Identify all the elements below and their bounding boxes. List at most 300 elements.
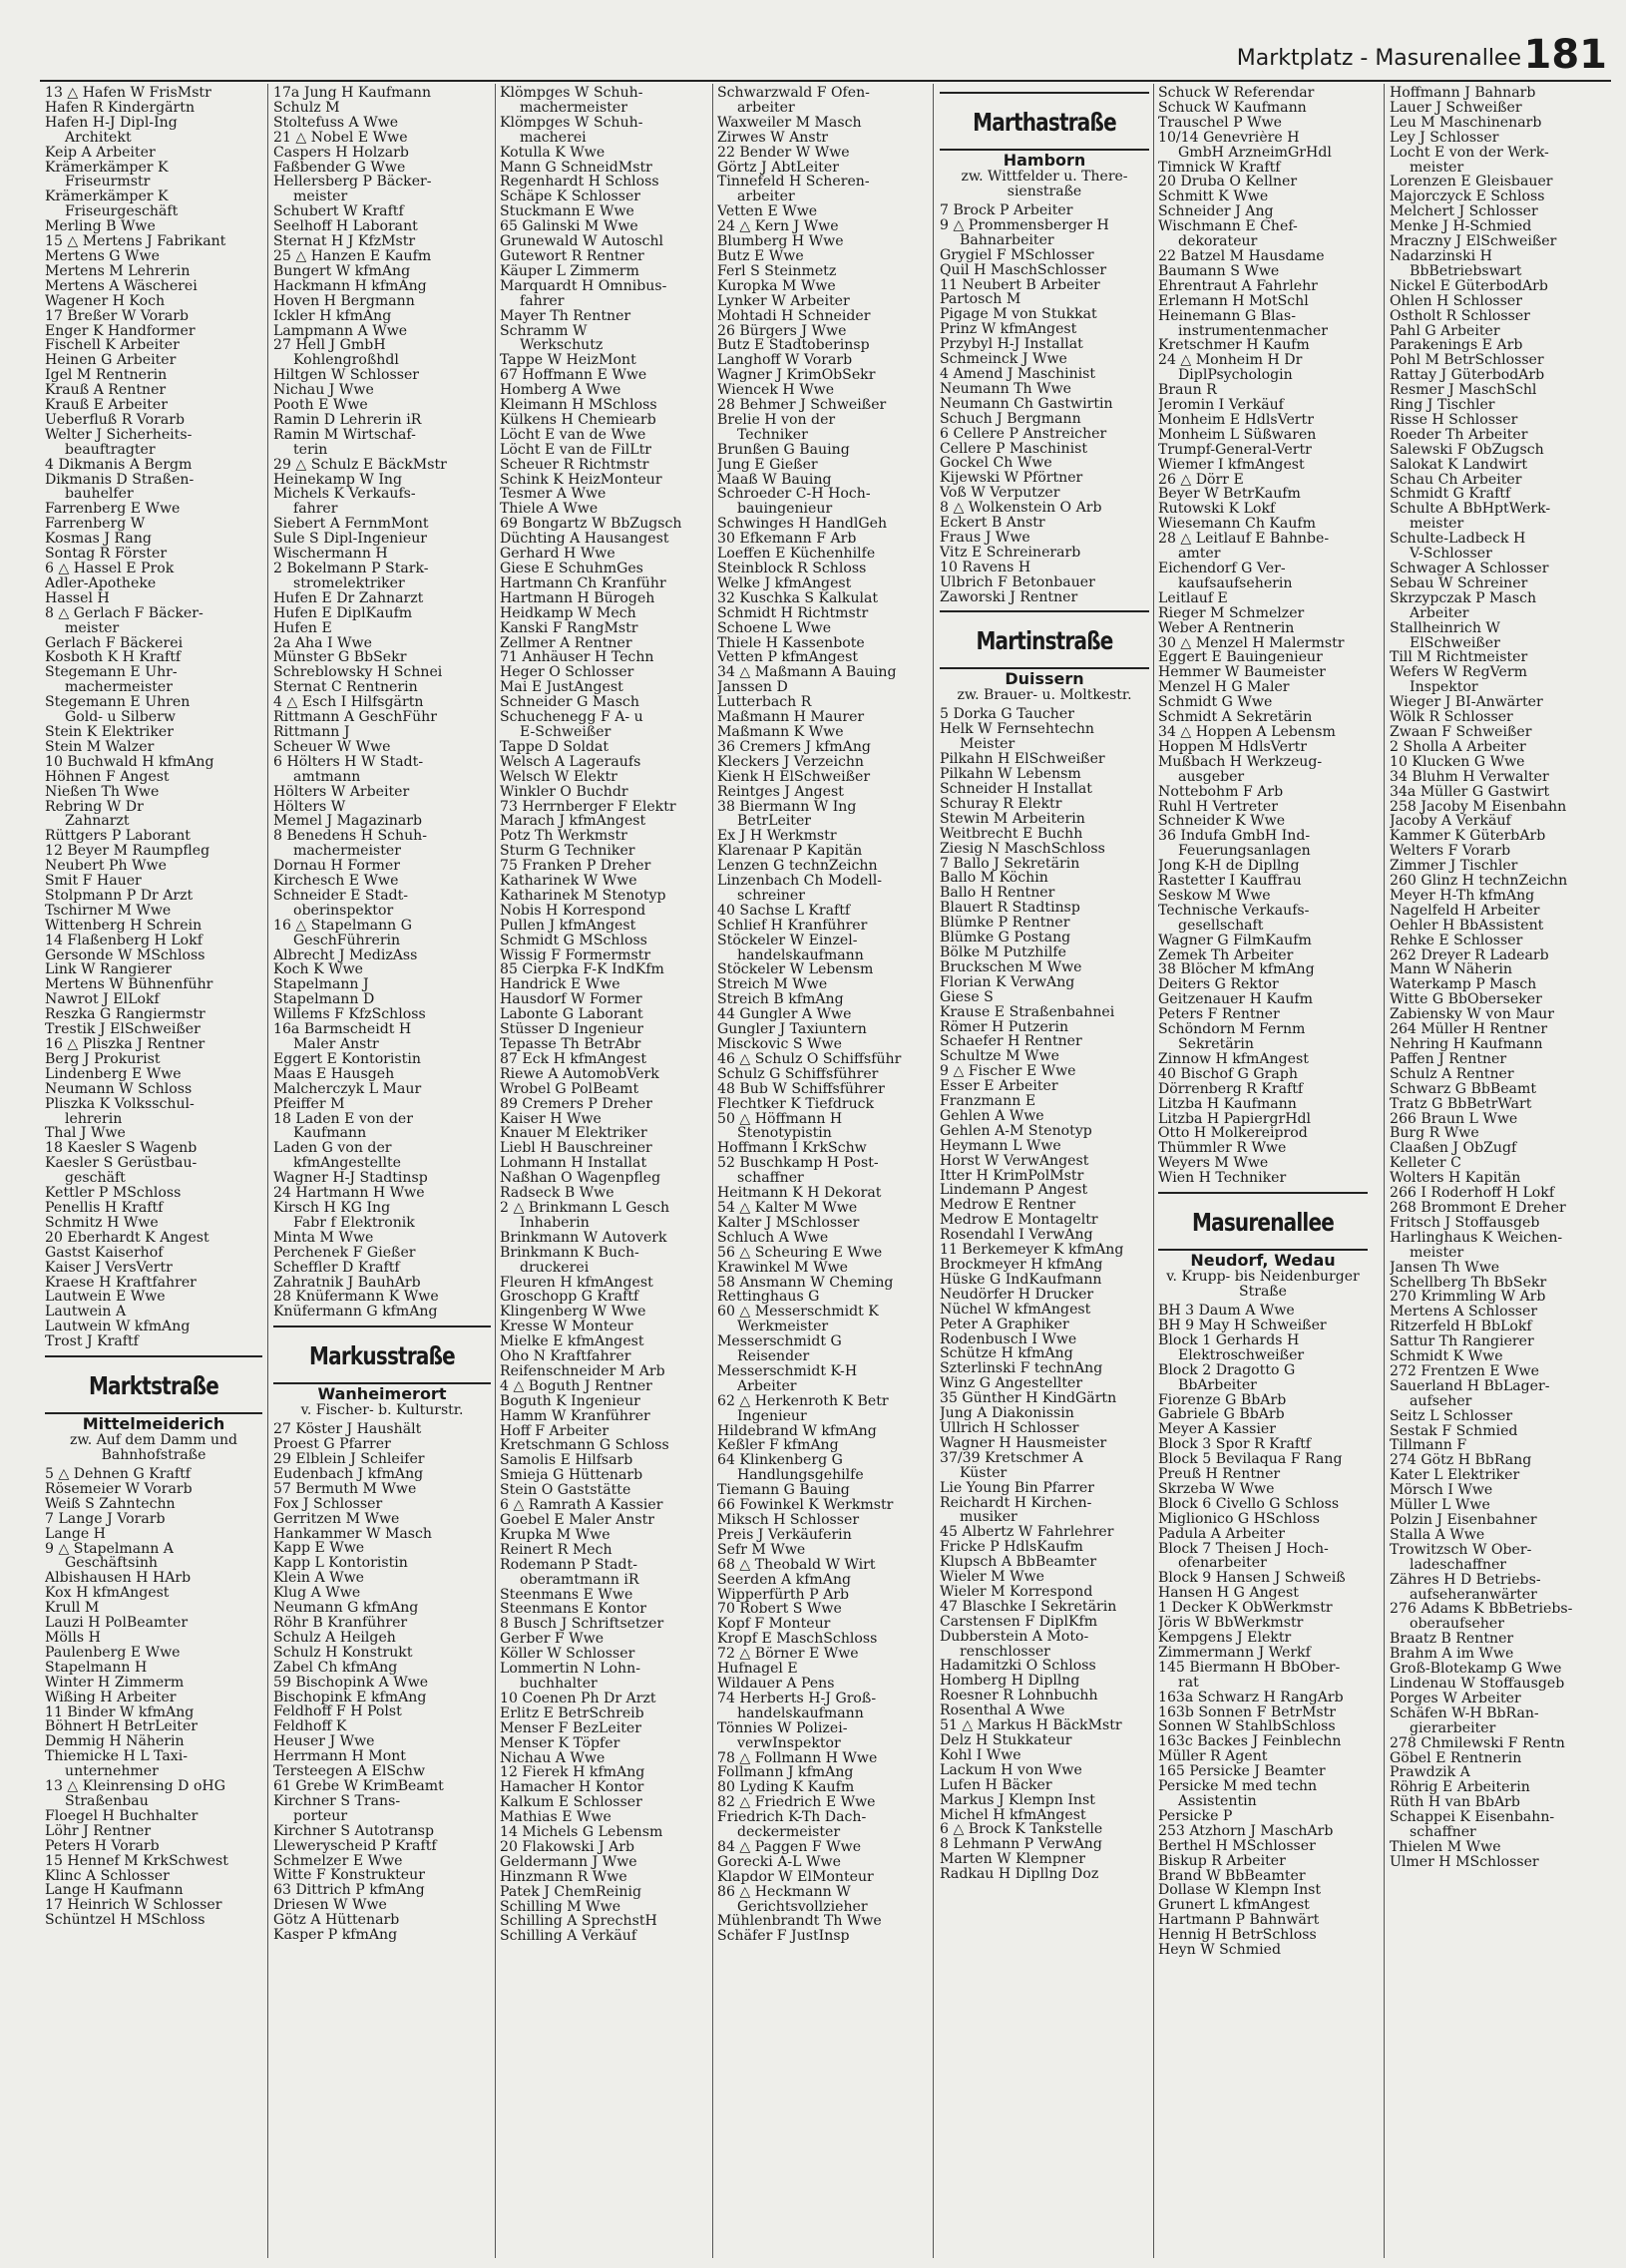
directory-entry: renschlosser <box>960 1644 1050 1660</box>
directory-entry: Friseurgeschäft <box>65 204 179 220</box>
directory-entry: Parakenings E Arb <box>1390 338 1523 354</box>
directory-entry: Misckovic S Wwe <box>717 1037 842 1052</box>
directory-entry: 11 Neubert B Arbeiter <box>940 277 1100 293</box>
directory-entry: Mann W Näherin <box>1390 962 1512 978</box>
directory-entry: dekorateur <box>1178 234 1258 249</box>
directory-entry: Vetten E Wwe <box>717 204 818 220</box>
directory-entry: Klug A Wwe <box>273 1586 361 1602</box>
directory-entry: Schramm W <box>500 323 588 339</box>
directory-entry: Kalter J MSchlosser <box>717 1215 860 1231</box>
directory-entry: Krauß E Arbeiter <box>45 398 168 413</box>
directory-entry: Schuck W Kaufmann <box>1158 100 1307 116</box>
directory-entry: 20 Eberhardt K Angest <box>45 1230 209 1246</box>
directory-entry: Gersonde W MSchloss <box>45 947 205 963</box>
directory-entry: Neumann G kfmAng <box>273 1601 419 1616</box>
directory-entry: verwInspektor <box>737 1735 841 1751</box>
directory-entry: 8 Benedens H Schuh- <box>273 829 428 845</box>
directory-entry: Mann G SchneidMstr <box>500 160 652 176</box>
directory-entry: Enger K Handformer <box>45 323 196 339</box>
directory-entry: ladeschaffner <box>1410 1557 1507 1573</box>
directory-entry: 34 Bluhm H Verwalter <box>1390 769 1549 785</box>
directory-entry: Welters F Vorarb <box>1390 844 1511 860</box>
directory-entry: Ramin M Wirtschaf- <box>273 427 416 443</box>
directory-entry: Mörsch I Wwe <box>1390 1483 1493 1499</box>
directory-entry: 62 △ Herkenroth K Betr <box>717 1393 889 1409</box>
directory-entry: Siebert A FernmMont <box>273 517 429 533</box>
directory-entry: Schneider J Ang <box>1158 204 1274 220</box>
directory-entry: 68 △ Theobald W Wirt <box>717 1557 876 1573</box>
directory-entry: Winz G Angestellter <box>940 1376 1083 1392</box>
directory-entry: Reichardt H Kirchen- <box>940 1495 1092 1511</box>
directory-entry: Wagner G FilmKaufm <box>1158 933 1312 948</box>
directory-entry: 276 Adams K BbBetriebs- <box>1390 1602 1573 1618</box>
directory-entry: Padula A Arbeiter <box>1158 1526 1285 1542</box>
directory-entry: Schäpe K Schlosser <box>500 189 641 205</box>
directory-entry: 2 Bokelmann P Stark- <box>273 562 429 576</box>
directory-entry: Cellere P Maschinist <box>940 441 1088 457</box>
directory-entry: Eudenbach J kfmAng <box>273 1466 424 1482</box>
directory-entry: 34a Müller G Gastwirt <box>1390 784 1550 800</box>
directory-entry: Menser F BezLeiter <box>500 1720 641 1736</box>
directory-entry: Horst W VerwAngest <box>940 1153 1089 1169</box>
directory-entry: 1 Decker K ObWerkmstr <box>1158 1601 1333 1617</box>
directory-entry: Schmidt H Richtmstr <box>717 605 869 621</box>
directory-entry: Klinc A Schlosser <box>45 1868 170 1884</box>
directory-entry: Schuchenegg F A- u <box>500 710 643 725</box>
directory-entry: Eggert E Bauingenieur <box>1158 650 1323 666</box>
directory-entry: Pigage M von Stukkat <box>940 307 1097 323</box>
directory-entry: Nichau J Wwe <box>273 383 374 399</box>
directory-entry: Löcht E van de FilLtr <box>500 442 652 458</box>
directory-entry: 45 Albertz W Fahrlehrer <box>940 1525 1114 1541</box>
directory-entry: arbeiter <box>737 100 795 116</box>
directory-entry: Tappe D Soldat <box>500 739 610 755</box>
directory-entry: Peters F Rentner <box>1158 1007 1280 1023</box>
directory-entry: Römer H Putzerin <box>940 1019 1069 1035</box>
directory-entry: 266 Braun L Wwe <box>1390 1111 1518 1127</box>
directory-entry: 80 Lyding K Kaufm <box>717 1780 855 1796</box>
directory-entry: 21 △ Nobel E Wwe <box>273 130 408 146</box>
directory-entry: Tillmann F <box>1390 1438 1467 1454</box>
directory-entry: 278 Chmilewski F Rentn <box>1390 1735 1565 1751</box>
directory-entry: Zellmer A Rentner <box>500 635 632 651</box>
directory-entry: 253 Atzhorn J MaschArb <box>1158 1823 1334 1839</box>
directory-entry: Michel H kfmAngest <box>940 1807 1086 1823</box>
directory-entry: Seitz L Schlosser <box>1390 1408 1513 1424</box>
directory-entry: Blauert R Stadtinsp <box>940 901 1080 917</box>
directory-entry: Wefers W RegVerm <box>1390 665 1527 681</box>
directory-entry: Nüchel W kfmAngest <box>940 1302 1091 1318</box>
directory-entry: Ring J Tischler <box>1390 398 1495 413</box>
directory-entry: Jung E Gießer <box>717 457 818 473</box>
directory-entry: Brelie H von der <box>717 412 836 428</box>
directory-entry: Smit F Hauer <box>45 874 142 889</box>
directory-entry: Kasper P kfmAng <box>273 1928 398 1943</box>
directory-entry: Schmidt A Sekretärin <box>1158 710 1313 725</box>
directory-entry: Grygiel F MSchlosser <box>940 247 1094 263</box>
directory-entry: Kresse W Monteur <box>500 1320 633 1335</box>
directory-entry: Hoffmann I KrkSchw <box>717 1141 867 1157</box>
directory-entry: Rattay J GüterbodArb <box>1390 368 1545 384</box>
directory-entry: Herrmann H Mont <box>273 1749 406 1765</box>
directory-entry: Mertens A Schlosser <box>1390 1305 1538 1321</box>
directory-entry: Eichendorf G Ver- <box>1158 562 1286 576</box>
directory-entry: geschäft <box>65 1171 126 1187</box>
directory-entry: Knauer M Elektriker <box>500 1126 647 1142</box>
directory-entry: Krause E Straßenbahnei <box>940 1004 1115 1020</box>
directory-entry: 4 Dikmanis A Bergm <box>45 457 193 473</box>
directory-entry: Schmitz H Wwe <box>45 1215 159 1231</box>
directory-entry: Kraese H Kraftfahrer <box>45 1275 197 1291</box>
directory-entry: BbBetriebswart <box>1410 263 1522 279</box>
directory-entry: Driesen W Wwe <box>273 1898 387 1914</box>
directory-entry: terin <box>293 442 328 458</box>
directory-entry: Albishausen H HArb <box>45 1571 192 1587</box>
directory-entry: Hiltgen W Schlosser <box>273 368 420 384</box>
directory-entry: Linzenbach Ch Modell- <box>717 874 883 889</box>
directory-entry: 16 △ Pliszka J Rentner <box>45 1037 205 1052</box>
directory-entry: Rodemann P Stadt- <box>500 1557 637 1573</box>
directory-entry: Ulbrich F Betonbauer <box>940 574 1095 590</box>
directory-entry: Willems F KfzSchloss <box>273 1007 426 1023</box>
directory-entry: Lleweryscheid P Kraftf <box>273 1838 437 1854</box>
directory-entry: Schmidt K Wwe <box>1390 1349 1503 1364</box>
directory-entry: Wiencek H Wwe <box>717 383 835 399</box>
directory-entry: Merling B Wwe <box>45 219 156 235</box>
directory-entry: Lindenau W Stoffausgeb <box>1390 1676 1565 1692</box>
directory-entry: amter <box>1178 547 1221 562</box>
street-name: Martinstraße <box>976 626 1113 656</box>
directory-entry: Marquardt H Omnibus- <box>500 278 667 294</box>
directory-entry: Wieler M Korrespond <box>940 1584 1093 1600</box>
directory-entry: Heinemann G Blas- <box>1158 308 1296 324</box>
directory-entry: Zabiensky W von Maur <box>1390 1007 1554 1023</box>
directory-entry: Ickler H kfmAng <box>273 308 392 324</box>
directory-entry: Brinkmann W Autoverk <box>500 1230 667 1246</box>
directory-entry: 8 △ Wolkenstein O Arb <box>940 501 1102 517</box>
directory-entry: Klarenaar P Kapitän <box>717 844 863 860</box>
directory-entry: aufseher <box>1410 1393 1472 1409</box>
directory-entry: 22 Batzel M Hausdame <box>1158 248 1325 264</box>
directory-entry: Blumberg H Wwe <box>717 234 844 249</box>
directory-entry: Brand W BbBeamter <box>1158 1868 1306 1884</box>
directory-entry: Schink K HeizMonteur <box>500 472 662 488</box>
directory-entry: Stein O Gaststätte <box>500 1483 631 1499</box>
directory-entry: Schilling A SprechstH <box>500 1914 657 1930</box>
directory-entry: Ballo M Köchin <box>940 871 1048 887</box>
directory-entry: 11 Berkemeyer K kfmAng <box>940 1243 1124 1258</box>
directory-entry: ofenarbeiter <box>1178 1556 1267 1572</box>
directory-entry: Wißing H Arbeiter <box>45 1690 177 1705</box>
directory-entry: Höhnen F Angest <box>45 769 170 785</box>
directory-entry: Stapelmann J <box>273 977 369 993</box>
directory-entry: 10/14 Genevrière H <box>1158 130 1300 146</box>
directory-entry: Schroeder C-H Hoch- <box>717 487 871 503</box>
directory-entry: 18 Laden E von der <box>273 1111 413 1127</box>
directory-entry: buchhalter <box>520 1676 598 1692</box>
directory-entry: Schulz G Schiffsführer <box>717 1066 879 1082</box>
directory-entry: Hölters W <box>273 799 346 815</box>
directory-entry: Stein M Walzer <box>45 739 155 755</box>
directory-entry: 85 Cierpka F-K IndKfm <box>500 962 664 978</box>
directory-entry: Heitmann K H Dekorat <box>717 1186 882 1201</box>
directory-entry: Block 3 Spor R Kraftf <box>1158 1437 1311 1453</box>
directory-entry: 65 Galinski M Wwe <box>500 219 638 235</box>
directory-entry: amtmann <box>293 769 361 785</box>
directory-entry: Thiele A Wwe <box>500 502 599 518</box>
directory-entry: Tersteegen A ElSchw <box>273 1764 426 1779</box>
directory-entry: Heyn W Schmied <box>1158 1943 1281 1958</box>
directory-entry: Feuerungsanlagen <box>1178 844 1311 860</box>
directory-entry: Gehlen A Wwe <box>940 1108 1044 1124</box>
directory-entry: Mölls H <box>45 1631 101 1646</box>
directory-entry: 86 △ Heckmann W <box>717 1884 851 1900</box>
directory-entry: Pilkahn H ElSchweißer <box>940 752 1105 768</box>
directory-entry: Flechtker K Tiefdruck <box>717 1096 875 1112</box>
directory-entry: Vetten P kfmAngest <box>717 650 859 666</box>
directory-entry: Steenmans E Wwe <box>500 1587 633 1603</box>
directory-entry: Ferl S Steinmetz <box>717 263 837 279</box>
directory-entry: Fischell K Arbeiter <box>45 338 180 354</box>
directory-entry: 78 △ Follmann H Wwe <box>717 1750 878 1766</box>
directory-entry: 24 Hartmann H Wwe <box>273 1186 425 1201</box>
directory-entry: Kammer K GüterbArb <box>1390 829 1546 845</box>
directory-entry: Lange H <box>45 1526 106 1542</box>
directory-entry: Sule S Dipl-Ingenieur <box>273 532 428 548</box>
directory-entry: Düchting A Hausangest <box>500 532 669 548</box>
directory-entry: Wischermann H <box>273 547 388 562</box>
directory-entry: Görtz J AbtLeiter <box>717 160 839 176</box>
directory-entry: Schulz A Heilgeh <box>273 1630 396 1646</box>
directory-entry: Carstensen F DiplKfm <box>940 1614 1098 1630</box>
directory-entry: Weyers M Wwe <box>1158 1156 1269 1172</box>
directory-entry: Assistentin <box>1178 1793 1257 1809</box>
directory-entry: 28 Knüfermann K Wwe <box>273 1290 439 1306</box>
directory-entry: 67 Hoffmann E Wwe <box>500 368 647 384</box>
directory-entry: Köller W Schlosser <box>500 1647 635 1663</box>
directory-entry: Götz A Hüttenarb <box>273 1913 400 1929</box>
directory-entry: Szterlinski F technAng <box>940 1361 1103 1377</box>
directory-entry: 27 Köster J Haushält <box>273 1422 422 1438</box>
directory-entry: Hennig H BetrSchloss <box>1158 1928 1317 1944</box>
directory-entry: 26 △ Dörr E <box>1158 472 1244 488</box>
directory-entry: Klupsch A BbBeamter <box>940 1555 1097 1571</box>
directory-entry: Handlungsgehilfe <box>737 1468 864 1484</box>
directory-entry: Kotulla K Wwe <box>500 145 606 161</box>
directory-entry: 64 Klinkenberg G <box>717 1453 843 1469</box>
directory-entry: 258 Jacoby M Eisenbahn <box>1390 799 1567 815</box>
directory-entry: Krupka M Wwe <box>500 1527 610 1543</box>
directory-entry: Rüth H van BbArb <box>1390 1795 1520 1811</box>
directory-entry: Lommertin N Lohn- <box>500 1662 640 1677</box>
directory-entry: Giese E SchuhmGes <box>500 562 643 576</box>
directory-entry: 264 Müller H Rentner <box>1390 1022 1548 1037</box>
directory-entry: Mertens G Wwe <box>45 248 160 264</box>
directory-entry: Berg J Prokurist <box>45 1051 161 1067</box>
directory-entry: Gabriele G BbArb <box>1158 1407 1285 1423</box>
directory-entry: Weitbrecht E Buchh <box>940 826 1083 842</box>
directory-entry: Deiters G Rektor <box>1158 977 1279 993</box>
directory-entry: Schäfen W-H BbRan- <box>1390 1705 1539 1721</box>
directory-entry: meister <box>65 620 120 636</box>
directory-entry: Zirwes W Anstr <box>717 130 829 146</box>
directory-entry: Wagener H Koch <box>45 293 166 309</box>
column-4 <box>717 86 927 2260</box>
directory-entry: Kohl I Wwe <box>940 1747 1021 1763</box>
directory-entry: Gold- u Silberw <box>65 710 176 725</box>
directory-entry: Paulenberg E Wwe <box>45 1645 181 1661</box>
street-section-header <box>45 1355 262 1463</box>
directory-entry: Kaesler S Gerüstbau- <box>45 1156 198 1172</box>
directory-entry: Bölke M Putzhilfe <box>940 945 1066 960</box>
directory-entry: Pooth E Wwe <box>273 398 368 413</box>
directory-entry: Schwinges H HandlGeh <box>717 517 888 533</box>
directory-entry: Wagner H-J Stadtinsp <box>273 1171 428 1187</box>
directory-entry: Koch K Wwe <box>273 962 363 978</box>
directory-entry: Steinblock R Schloss <box>717 562 867 576</box>
directory-entry: Medrow E Montageltr <box>940 1213 1098 1229</box>
directory-entry: Trauschel P Wwe <box>1158 115 1283 131</box>
directory-entry: Kirchner S Autotransp <box>273 1823 435 1839</box>
directory-entry: Scheffler D Kraftf <box>273 1260 400 1276</box>
directory-entry: Boguth K Ingenieur <box>500 1393 640 1409</box>
directory-entry: Markus J Klempn Inst <box>940 1792 1095 1808</box>
street-range: zw. Brauer- u. Moltkestr. <box>957 687 1132 704</box>
directory-entry: Klömpges W Schuh- <box>500 115 643 131</box>
directory-entry: Voß W Verputzer <box>940 486 1060 502</box>
directory-entry: Reisender <box>737 1349 810 1364</box>
district-name: Wanheimerort <box>317 1384 447 1404</box>
directory-entry: Schmidt G Kraftf <box>1390 487 1511 503</box>
directory-entry: 16 △ Stapelmann G <box>273 918 412 934</box>
directory-entry: Salokat K Landwirt <box>1390 457 1527 473</box>
directory-entry: Nehring H Kaufmann <box>1390 1037 1543 1052</box>
directory-entry: Krämerkämper K <box>45 189 169 205</box>
directory-entry: Stöckeler W Einzel- <box>717 933 858 948</box>
directory-entry: Link W Rangierer <box>45 962 173 978</box>
directory-entry: Mertens W Bühnenführ <box>45 977 213 993</box>
directory-entry: Berthel H MSchlosser <box>1158 1838 1316 1854</box>
directory-entry: Brockmeyer H kfmAng <box>940 1258 1103 1273</box>
directory-entry: Mertens M Lehrerin <box>45 263 191 279</box>
directory-entry: 24 △ Monheim H Dr <box>1158 353 1303 369</box>
directory-entry: 272 Frentzen E Wwe <box>1390 1363 1539 1379</box>
directory-entry: 4 △ Esch I Hilfsgärtn <box>273 695 424 711</box>
directory-entry: 57 Bermuth M Wwe <box>273 1481 417 1497</box>
directory-entry: Maas E Hausgeh <box>273 1066 395 1082</box>
directory-entry: Ruhl H Vertreter <box>1158 799 1278 815</box>
directory-entry: Kanski F RangMstr <box>500 620 638 636</box>
directory-entry: Tesmer A Wwe <box>500 487 607 503</box>
directory-entry: 6 Cellere P Anstreicher <box>940 426 1107 442</box>
directory-entry: Sattur Th Rangierer <box>1390 1334 1534 1350</box>
directory-entry: GmbH ArzneimGrHdl <box>1178 145 1332 161</box>
directory-entry: Rüttgers P Laborant <box>45 829 191 845</box>
directory-entry: 15 △ Mertens J Fabrikant <box>45 234 226 249</box>
directory-entry: Mathias E Wwe <box>500 1810 611 1826</box>
directory-entry: 48 Bub W Schiffsführer <box>717 1081 885 1097</box>
directory-entry: Stüsser D Ingenieur <box>500 1022 643 1037</box>
directory-entry: Schmidt G MSchloss <box>500 933 647 948</box>
directory-entry: Hartmann Ch Kranführ <box>500 575 666 591</box>
directory-entry: Kopf F Monteur <box>717 1617 831 1633</box>
directory-entry: Stöckeler W Lebensm <box>717 962 874 978</box>
directory-entry: Kleckers J Verzeichn <box>717 754 865 770</box>
directory-entry: Stapelmann D <box>273 992 375 1008</box>
directory-entry: Hüske G IndKaufmann <box>940 1272 1102 1288</box>
directory-entry: instrumentenmacher <box>1178 323 1328 339</box>
directory-entry: 6 △ Brock K Tankstelle <box>940 1822 1103 1838</box>
street-name: Marthastraße <box>973 108 1116 137</box>
directory-entry: Steenmans E Kontor <box>500 1602 647 1618</box>
directory-entry: Schilling A Verkäuf <box>500 1929 637 1945</box>
directory-entry: Ex J H Werkmstr <box>717 829 837 845</box>
directory-entry: Wiemer I kfmAngest <box>1158 457 1305 473</box>
directory-entry: Reinert R Mech <box>500 1542 612 1558</box>
directory-entry: Seerden A kfmAng <box>717 1572 852 1588</box>
directory-entry: Keip A Arbeiter <box>45 145 156 161</box>
directory-entry: Ohlen H Schlosser <box>1390 293 1522 309</box>
directory-entry: Scheuer R Richtmstr <box>500 457 649 473</box>
directory-entry: Proest G Pfarrer <box>273 1437 391 1453</box>
directory-entry: Giese S <box>940 989 994 1005</box>
directory-entry: Ueberfluß R Vorarb <box>45 412 186 428</box>
directory-entry: Geitzenauer H Kaufm <box>1158 992 1314 1008</box>
directory-entry: kfmAngestellte <box>293 1156 401 1172</box>
directory-entry: Winkler O Buchdr <box>500 784 628 800</box>
directory-entry: Oho N Kraftfahrer <box>500 1349 631 1364</box>
directory-entry: Lauzi H PolBeamter <box>45 1616 189 1631</box>
directory-entry: 38 Blöcher M kfmAng <box>1158 962 1315 978</box>
directory-entry: Fritsch J Stoffausgeb <box>1390 1215 1540 1231</box>
directory-entry: Arbeiter <box>737 1378 797 1394</box>
directory-entry: Dubberstein A Moto- <box>940 1629 1089 1645</box>
street-range: v. Krupp- bis Neidenburger Straße <box>1166 1269 1360 1301</box>
directory-entry: Schulz A Rentner <box>1390 1066 1514 1082</box>
directory-entry: Goebel E Maler Anstr <box>500 1513 654 1528</box>
directory-entry: Gungler J Taxiuntern <box>717 1022 867 1037</box>
directory-entry: Maßmann K Wwe <box>717 724 844 740</box>
directory-entry: Gorecki A-L Wwe <box>717 1854 841 1870</box>
directory-entry: DiplPsychologin <box>1178 368 1293 384</box>
directory-entry: Grunert L kfmAngest <box>1158 1898 1310 1914</box>
directory-entry: BH 9 May H Schweißer <box>1158 1318 1327 1333</box>
directory-entry: Schneider K Wwe <box>1158 814 1286 830</box>
directory-entry: 14 Michels G Lebensm <box>500 1825 663 1840</box>
directory-entry: Hildebrand W kfmAng <box>717 1423 877 1439</box>
directory-entry: Maßmann H Maurer <box>717 710 865 725</box>
directory-entry: Rittmann J <box>273 724 350 740</box>
directory-entry: Maler Anstr <box>293 1037 379 1052</box>
directory-entry: 10 Ravens H <box>940 560 1031 575</box>
directory-entry: Till M Richtmeister <box>1390 650 1528 666</box>
directory-entry: Persicke P <box>1158 1808 1233 1824</box>
directory-entry: Block 1 Gerhards H <box>1158 1332 1300 1348</box>
directory-entry: oberaufseher <box>1410 1617 1505 1633</box>
directory-entry: Helk W Fernsehtechn <box>940 722 1094 738</box>
directory-entry: 69 Bongartz W BbZugsch <box>500 517 682 533</box>
directory-entry: Schellberg Th BbSekr <box>1390 1275 1547 1291</box>
directory-entry: Roesner R Lohnbuchh <box>940 1689 1098 1704</box>
directory-entry: Quil H MaschSchlosser <box>940 262 1107 278</box>
directory-entry: Rosendahl I VerwAng <box>940 1228 1093 1244</box>
directory-entry: Katharinek W Wwe <box>500 874 637 889</box>
directory-entry: Kaiser J VersVertr <box>45 1260 173 1276</box>
directory-entry: Ziesig N MaschSchloss <box>940 841 1105 857</box>
directory-entry: Litzba H Kaufmann <box>1158 1096 1297 1112</box>
directory-entry: Nickel E GüterbodArb <box>1390 278 1548 294</box>
directory-entry: Neumann Ch Gastwirtin <box>940 396 1113 412</box>
